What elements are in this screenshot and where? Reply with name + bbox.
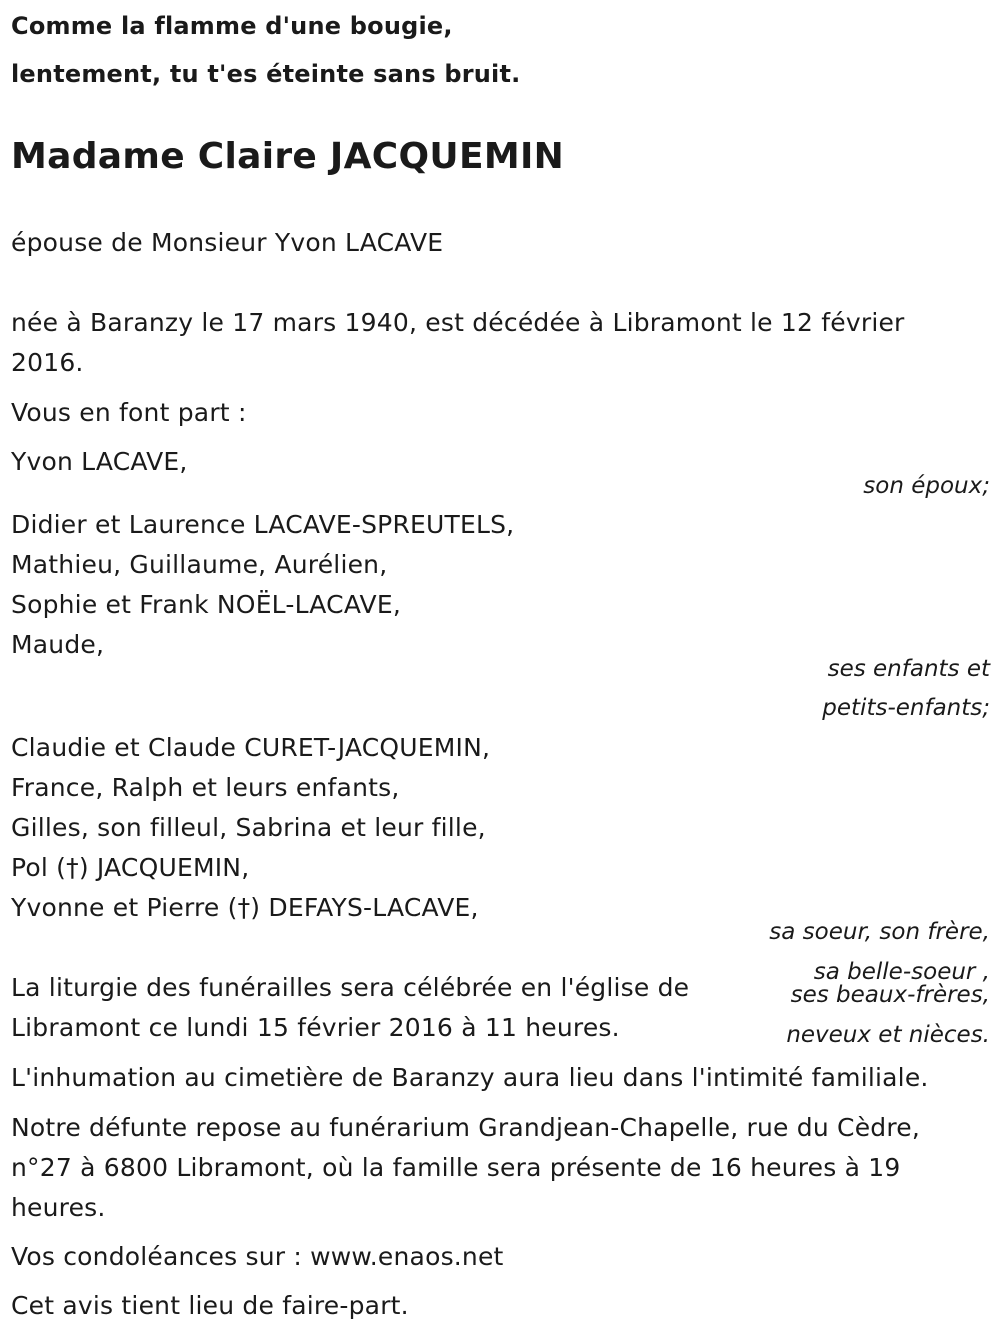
family-siblings-role-3: ses beaux-frères, [790, 982, 990, 1008]
family-siblings-role-1: sa soeur, son frère, [769, 919, 990, 945]
burial-line: L'inhumation au cimetière de Baranzy aura lieu dans l'intimité familiale. [11, 1063, 929, 1092]
family-children-name-2: Mathieu, Guillaume, Aurélien, [11, 550, 388, 579]
family-children-role-2: petits-enfants; [822, 695, 990, 721]
family-spouse-name: Yvon LACAVE, [11, 447, 188, 476]
family-siblings-role-4: neveux et nièces. [786, 1022, 990, 1048]
rest-line-1: Notre défunte repose au funérarium Grandjean-Chapelle, rue du Cèdre, [11, 1113, 921, 1142]
family-siblings-name-4: Pol (†) JACQUEMIN, [11, 853, 250, 882]
rest-line-3: heures. [11, 1193, 106, 1222]
family-siblings-role-2: sa belle-soeur , [813, 959, 990, 985]
funeral-line-1: La liturgie des funérailles sera célébrée en l'église de [11, 973, 690, 1002]
deceased-name: Madame Claire JACQUEMIN [11, 136, 565, 177]
spouse-line: épouse de Monsieur Yvon LACAVE [11, 228, 444, 257]
birth-death-line-2: 2016. [11, 348, 84, 377]
epigraph-line-1: Comme la flamme d'une bougie, [11, 12, 453, 40]
family-siblings-name-2: France, Ralph et leurs enfants, [11, 773, 400, 802]
family-children-name-1: Didier et Laurence LACAVE-SPREUTELS, [11, 510, 515, 539]
family-siblings-name-1: Claudie et Claude CURET-JACQUEMIN, [11, 733, 491, 762]
family-children-name-3: Sophie et Frank NOËL-LACAVE, [11, 590, 401, 619]
family-spouse-role: son époux; [863, 473, 990, 499]
rest-line-2: n°27 à 6800 Libramont, où la famille sera présente de 16 heures à 19 [11, 1153, 901, 1182]
notice-line: Cet avis tient lieu de faire-part. [11, 1291, 409, 1320]
funeral-line-2: Libramont ce lundi 15 février 2016 à 11 heures. [11, 1013, 620, 1042]
announce-line: Vous en font part : [11, 398, 247, 427]
family-children-role-1: ses enfants et [827, 656, 990, 682]
birth-death-line-1: née à Baranzy le 17 mars 1940, est décédée à Libramont le 12 février [11, 308, 905, 337]
family-siblings-name-5: Yvonne et Pierre (†) DEFAYS-LACAVE, [11, 893, 479, 922]
family-children-name-4: Maude, [11, 630, 105, 659]
family-siblings-name-3: Gilles, son filleul, Sabrina et leur fille, [11, 813, 486, 842]
condolences-line: Vos condoléances sur : www.enaos.net [11, 1242, 504, 1271]
epigraph-line-2: lentement, tu t'es éteinte sans bruit. [11, 60, 521, 88]
